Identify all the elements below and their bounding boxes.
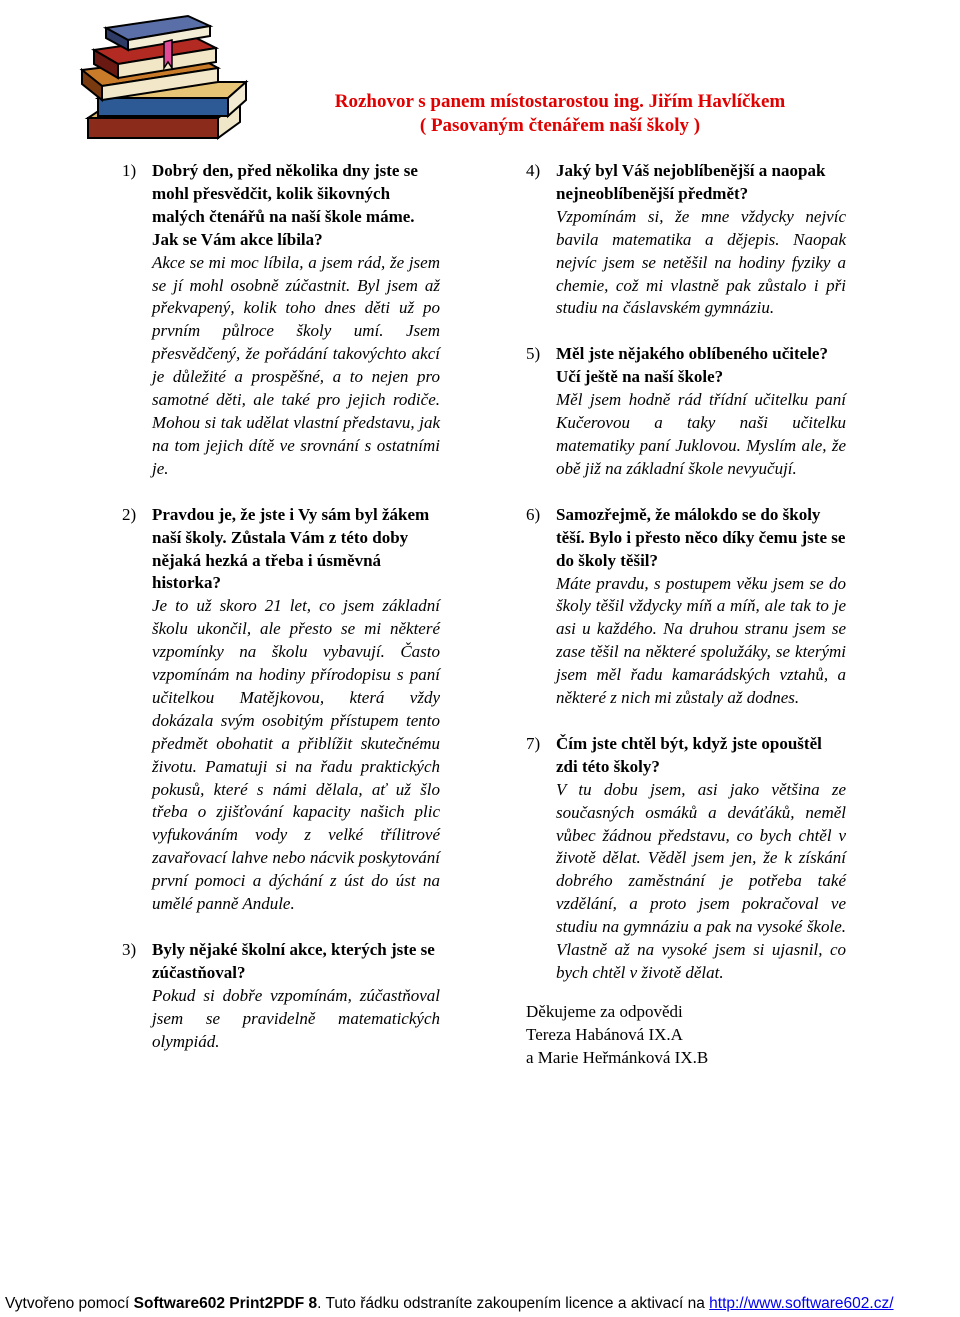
question-text: Čím jste chtěl být, když jste opouštěl zdi této školy? bbox=[556, 733, 822, 776]
qa-block bbox=[526, 160, 846, 320]
question-text: Jaký byl Váš nejoblíbenější a naopak nejneoblíbenější předmět? bbox=[556, 161, 826, 203]
closing-author-2: a Marie Heřmánková IX.B bbox=[526, 1047, 709, 1067]
title-line-2: ( Pasovaným čtenářem naší školy ) bbox=[419, 115, 701, 136]
footer-product: Software602 Print2PDF 8 bbox=[133, 1295, 318, 1312]
qa-block bbox=[122, 504, 440, 916]
closing-author-1: Tereza Habánová IX.A bbox=[526, 1024, 683, 1044]
qa-block bbox=[122, 160, 440, 481]
question-number: 3) bbox=[122, 940, 137, 959]
footer-middle: . Tuto řádku odstraníte zakoupením licence a aktivací na bbox=[317, 1295, 710, 1312]
question-text: Měl jste nějakého oblíbeného učitele? Učí ještě na naší škole? bbox=[556, 344, 828, 387]
question-text: Dobrý den, před několika dny jste se mohl přesvědčit, kolik šikovných malých čtenářů na naší škole máme. Jak se Vám akce líbila? bbox=[152, 161, 418, 249]
stack-of-books-icon bbox=[68, 6, 254, 148]
left-column bbox=[122, 160, 440, 1054]
answer-text: Pokud si dobře vzpomínám, zúčastňoval jsem se pravidelně matematických olympiád. bbox=[152, 985, 440, 1051]
answer-text: Měl jsem hodně rád třídní učitelku paní Kučerovou a taky naši učitelku matematiky paní Juklovou. Myslím ale, že obě již na základní škole nevyučují. bbox=[556, 390, 846, 478]
question-text: Samozřejmě, že málokdo se do školy těší. Bylo i přesto něco díky čemu jste se do školy těšil? bbox=[556, 504, 846, 570]
question-number: 6) bbox=[526, 504, 541, 524]
answer-text: Vzpomínám si, že mne vždycky nejvíc bavila matematika a dějepis. Naopak nejvíc jsem se netěšil na hodiny fyziky a chemie, což mi vlastně pak zůstalo i při studiu na čáslavském gymnáziu. bbox=[556, 206, 846, 318]
question-number: 1) bbox=[122, 161, 137, 180]
question-number: 4) bbox=[526, 161, 541, 180]
footer-notice bbox=[5, 1295, 894, 1313]
qa-block bbox=[526, 733, 846, 985]
footer-link[interactable]: http://www.software602.cz/ bbox=[709, 1295, 894, 1312]
right-column bbox=[526, 160, 846, 1070]
question-number: 2) bbox=[122, 504, 137, 524]
qa-block bbox=[122, 939, 440, 1054]
footer-prefix: Vytvořeno pomocí bbox=[5, 1295, 134, 1312]
title-line-1: Rozhovor s panem místostarostou ing. Jiřím Havlíčkem bbox=[334, 91, 786, 112]
question-text: Byly nějaké školní akce, kterých jste se zúčastňoval? bbox=[152, 940, 435, 982]
answer-text: Máte pravdu, s postupem věku jsem se do školy těšil vždycky míň a míň, ale tak to je asi u každého. Na druhou stranu jsem se zase těšil na některé spolužáky, se kterými jsem měl řadu kamarádských vztahů, a některé z nich mi zůstaly až dodnes. bbox=[556, 573, 846, 708]
question-number: 5) bbox=[526, 344, 541, 364]
answer-text: V tu dobu jsem, asi jako většina ze současných osmáků a deváťáků, neměl vůbec žádnou představu, co bych chtěl v životě dělat. Věděl jsem jen, že k získání dobrého zaměstnání je potřeba také vzdělání, a proto jsem pokračoval ve studiu na gymnáziu a pak na vysoké škole. Vlastně až na vysoké jsem si ujasnil, co bych chtěl v životě dělat. bbox=[556, 779, 846, 982]
question-number: 7) bbox=[526, 733, 541, 753]
answer-text: Akce se mi moc líbila, a jsem rád, že jsem se jí mohl osobně zúčastnit. Byl jsem až překvapený, kolik toho dnes děti už po prvním půlroce školy umí. Jsem přesvědčený, že pořádání takovýchto akcí je důležité a prospěšné, a to nejen pro samotné děti, ale také pro jejich rodiče. Mohou si tak udělat vlastní představu, jak na tom jejich dítě ve srovnání s ostatními je. bbox=[152, 252, 440, 478]
closing-thanks: Děkujeme za odpovědi bbox=[526, 1001, 683, 1021]
qa-block bbox=[526, 343, 846, 480]
qa-block bbox=[526, 504, 846, 710]
answer-text: Je to už skoro 21 let, co jsem základní školu ukončil, ale přesto se mi některé vzpomínky na školu vybavují. Často vzpomínám na hodiny přírodopisu s paní učitelkou Matějkovou, která vždy dokázala svým osobitým přístupem tento předmět obohatit a přiblížit skutečnému životu. Pamatuji si na řadu praktických pokusů, které s námi dělala, ať už šlo třeba o zjišťování kapacity našich plic vyfukováním vody z velké třílitrové zavařovací lahve nebo nácvik poskytování první pomoci a dýchání z úst do úst na umělé panně Andule. bbox=[152, 596, 440, 914]
question-text: Pravdou je, že jste i Vy sám byl žákem naší školy. Zůstala Vám z této doby nějaká hezká a třeba i úsměvná historka? bbox=[152, 504, 430, 593]
